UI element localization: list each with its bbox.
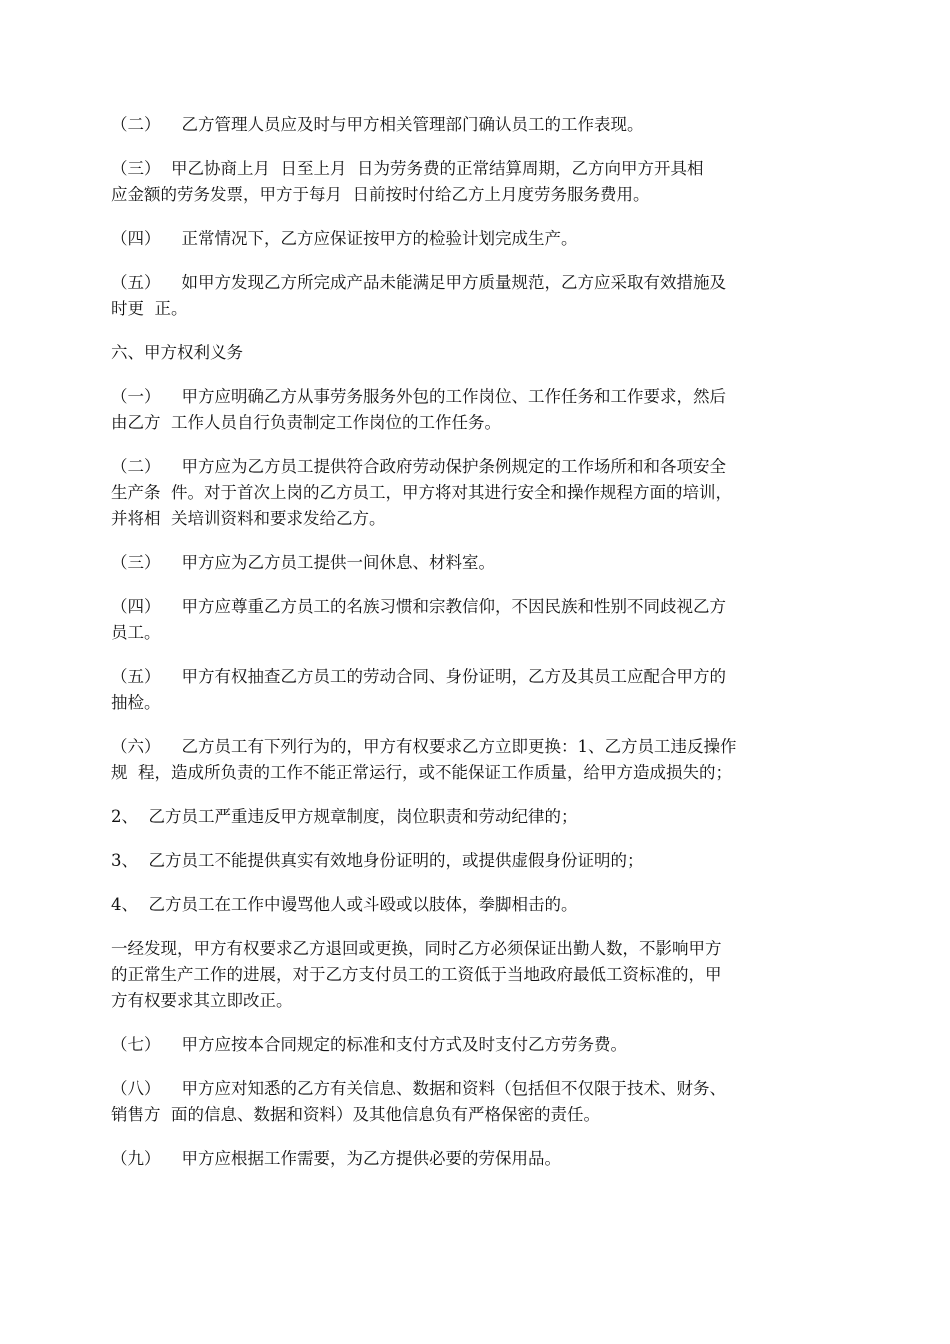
paragraph-line: 并将相 关培训资料和要求发给乙方。 <box>111 509 386 528</box>
paragraph-line: 3、 乙方员工不能提供真实有效地身份证明的，或提供虚假身份证明的； <box>111 851 644 870</box>
paragraph-p12 <box>111 804 831 830</box>
paragraph-line: 方有权要求其立即改正。 <box>111 991 293 1010</box>
paragraph-p7 <box>111 454 831 532</box>
paragraph-line: （五） 如甲方发现乙方所完成产品未能满足甲方质量规范，乙方应采取有效措施及 <box>111 273 726 292</box>
paragraph-line: （六） 乙方员工有下列行为的，甲方有权要求乙方立即更换：1、乙方员工违反操作 <box>111 737 737 756</box>
paragraph-p6 <box>111 384 831 436</box>
paragraph-line: 时更 正。 <box>111 299 188 318</box>
paragraph-line: 一经发现，甲方有权要求乙方退回或更换，同时乙方必须保证出勤人数，不影响甲方 <box>111 939 722 958</box>
paragraph-line: 生产条 件。对于首次上岗的乙方员工，甲方将对其进行安全和操作规程方面的培训， <box>111 483 732 502</box>
paragraph-line: 销售方 面的信息、数据和资料）及其他信息负有严格保密的责任。 <box>111 1105 600 1124</box>
paragraph-line: （四） 甲方应尊重乙方员工的名族习惯和宗教信仰，不因民族和性别不同歧视乙方 <box>111 597 726 616</box>
paragraph-line: （七） 甲方应按本合同规定的标准和支付方式及时支付乙方劳务费。 <box>111 1035 627 1054</box>
paragraph-p11 <box>111 734 831 786</box>
document-body <box>111 112 831 1190</box>
paragraph-line: 4、 乙方员工在工作中谩骂他人或斗殴或以肢体，拳脚相击的。 <box>111 895 578 914</box>
paragraph-line: （一） 甲方应明确乙方从事劳务服务外包的工作岗位、工作任务和工作要求，然后 <box>111 387 726 406</box>
paragraph-p13 <box>111 848 831 874</box>
paragraph-line: （三） 甲方应为乙方员工提供一间休息、材料室。 <box>111 553 495 572</box>
paragraph-line: 员工。 <box>111 623 161 642</box>
paragraph-p15 <box>111 936 831 1014</box>
paragraph-line: （三） 甲乙协商上月 日至上月 日为劳务费的正常结算周期，乙方向甲方开具相 <box>111 159 704 178</box>
paragraph-line: （八） 甲方应对知悉的乙方有关信息、数据和资料（包括但不仅限于技术、财务、 <box>111 1079 726 1098</box>
paragraph-line: 2、 乙方员工严重违反甲方规章制度，岗位职责和劳动纪律的； <box>111 807 578 826</box>
paragraph-p18 <box>111 1146 831 1172</box>
paragraph-line: （五） 甲方有权抽查乙方员工的劳动合同、身份证明，乙方及其员工应配合甲方的 <box>111 667 726 686</box>
paragraph-line: 由乙方 工作人员自行负责制定工作岗位的工作任务。 <box>111 413 501 432</box>
paragraph-p2 <box>111 156 831 208</box>
paragraph-line: （二） 甲方应为乙方员工提供符合政府劳动保护条例规定的工作场所和和各项安全 <box>111 457 726 476</box>
paragraph-p14 <box>111 892 831 918</box>
paragraph-p17 <box>111 1076 831 1128</box>
paragraph-line: （二） 乙方管理人员应及时与甲方相关管理部门确认员工的工作表现。 <box>111 115 644 134</box>
paragraph-line: 应金额的劳务发票，甲方于每月 日前按时付给乙方上月度劳务服务费用。 <box>111 185 650 204</box>
paragraph-p5 <box>111 340 831 366</box>
paragraph-line: 抽检。 <box>111 693 161 712</box>
paragraph-p16 <box>111 1032 831 1058</box>
paragraph-line: （四） 正常情况下，乙方应保证按甲方的检验计划完成生产。 <box>111 229 578 248</box>
paragraph-line: 六、甲方权利义务 <box>111 343 243 362</box>
paragraph-p8 <box>111 550 831 576</box>
paragraph-line: （九） 甲方应根据工作需要，为乙方提供必要的劳保用品。 <box>111 1149 561 1168</box>
paragraph-line: 规 程，造成所负责的工作不能正常运行，或不能保证工作质量，给甲方造成损失的； <box>111 763 732 782</box>
paragraph-p1 <box>111 112 831 138</box>
paragraph-p10 <box>111 664 831 716</box>
paragraph-p9 <box>111 594 831 646</box>
paragraph-line: 的正常生产工作的进展，对于乙方支付员工的工资低于当地政府最低工资标准的，甲 <box>111 965 722 984</box>
paragraph-p3 <box>111 226 831 252</box>
paragraph-p4 <box>111 270 831 322</box>
